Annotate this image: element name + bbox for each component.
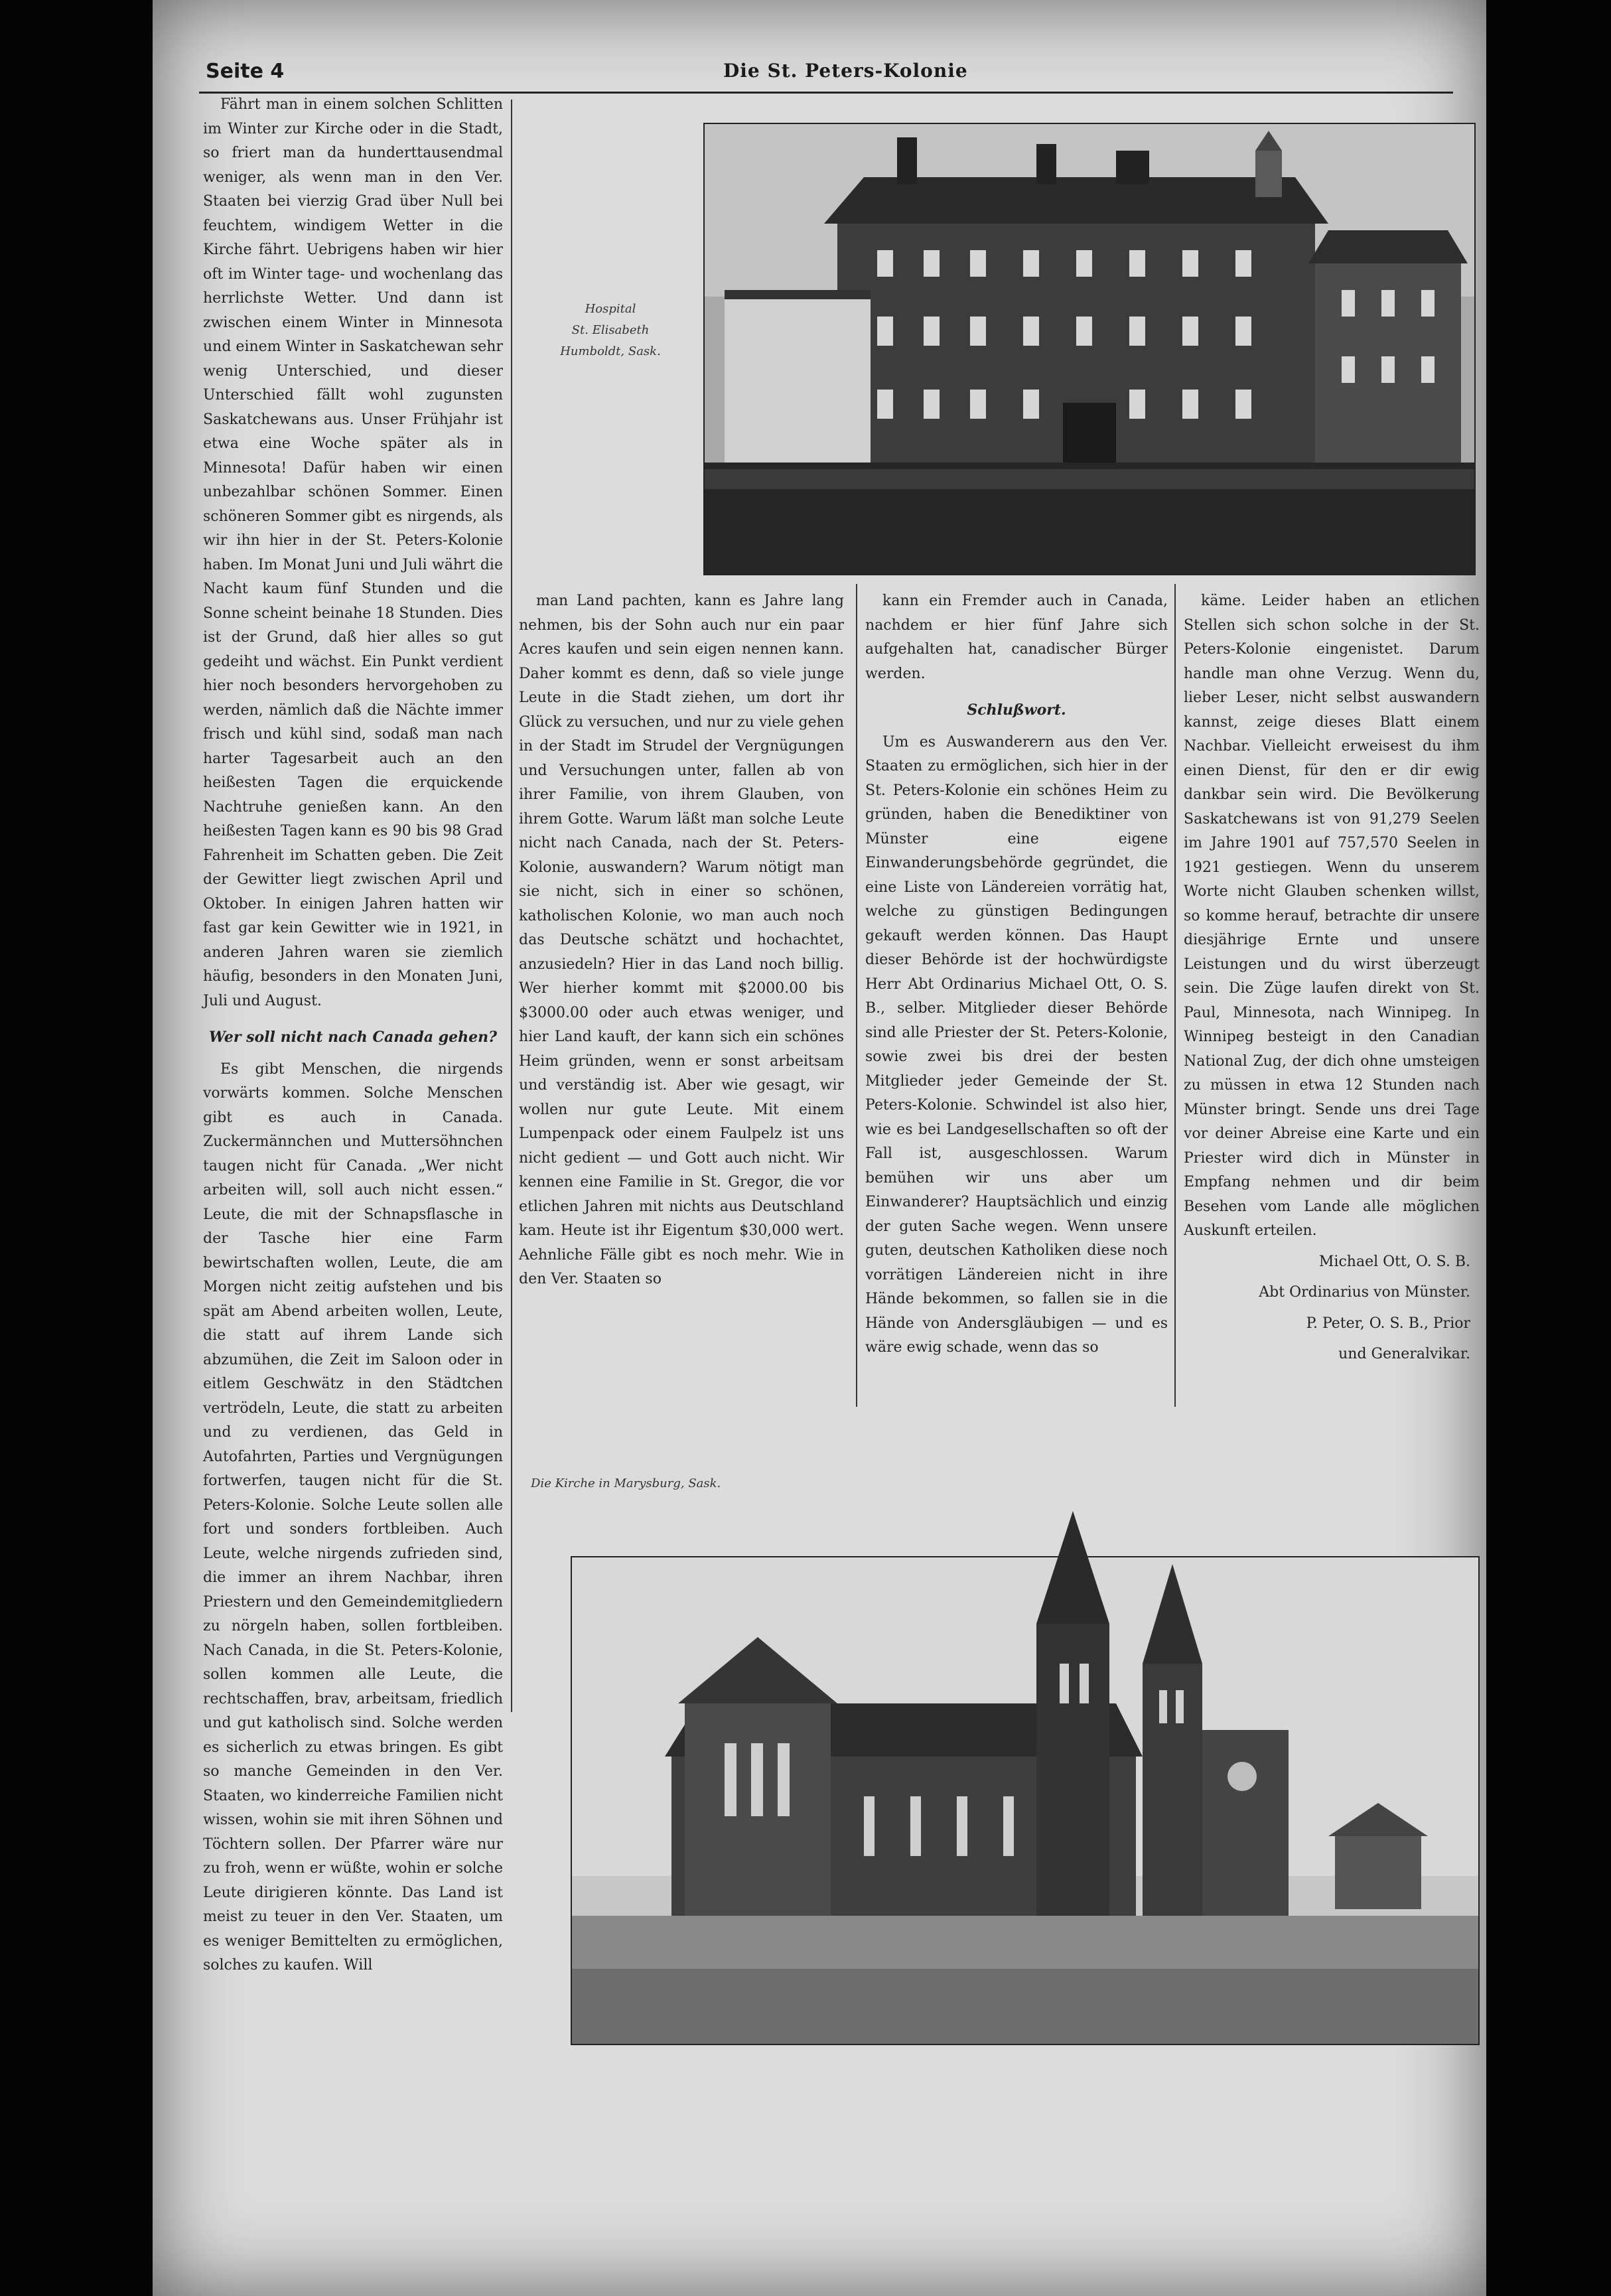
column-rule-2 — [856, 584, 857, 1407]
paragraph: Es gibt Menschen, die nirgends vorwärts kommen. Solche Menschen gibt es auch in Canada. Zuckermännchen und Muttersöhnchen taugen nicht für Canada. „Wer nicht arbeiten will, soll auch nicht essen.“ Leute, die mit der Schnapsflasche in der Tasche hier eine Farm bewirtschaften wollen, Leute, die am Morgen nicht zeitig aufstehen und bis spät am Abend arbeiten wollen, Leute, die statt auf ihrem Lande sich abzumühen, die Zeit im Saloon oder in eitlem Geschwätz in den Städtchen vertrödeln, Leute, die statt zu arbeiten und zu verdienen, das Geld in Autofahrten, Parties und Vergnügungen fortwerfen, taugen nicht für die St. Peters-Kolonie. Solche Leute sollen alle fort und sonders fortbleiben. Auch Leute, welche nirgends zufrieden sind, die immer an ihrem Nachbar, ihren Priestern und den Gemeindemitgliedern zu nörgeln haben, sollen fortbleiben. Nach Canada, in die St. Peters-Kolonie, sollen kommen alle Leute, die rechtschaffen, brav, arbeitsam, friedlich und gut katholisch sind. Solche werden es sicherlich zu etwas bringen. Es gibt so manche Gemeinden in den Ver. Staaten, wo kinderreiche Familien nicht wissen, wohin sie mit ihren Söhnen und Töchtern sollen. Der Pfarrer wäre nur zu froh, wenn er wüßte, wohin er solche Leute dirigieren könnte. Das Land ist meist zu teuer in den Ver. Staaten, um es weniger Bemittelten zu ermöglichen, solches zu kaufen. Will — [203, 1060, 503, 1973]
caption-line: Humboldt, Sask. — [560, 344, 661, 358]
newspaper-page — [159, 40, 1480, 2256]
hospital-photo — [703, 123, 1476, 575]
paragraph: Um es Auswanderern aus den Ver. Staaten zu ermöglichen, sich hier in der St. Peters-Kolonie ein schönes Heim zu gründen, haben die Benediktiner von Münster eine eigene Einwanderungsbehörde gegründet, die eine Liste von Ländereien vorrätig hat, welche zu günstigen Bedingungen gekauft werden können. Das Haupt dieser Behörde ist der hochwürdigste Herr Abt Ordinarius Michael Ott, O. S. B., selber. Mitglieder dieser Behörde sind alle Priester der St. Peters-Kolonie, sowie zwei bis drei der besten Mitglieder jeder Gemeinde der St. Peters-Kolonie. Schwindel ist also hier, wie es bei Landgesellschaften so oft der Fall ist, ausgeschlossen. Warum bemühen wir uns aber um Einwanderer? Hauptsächlich und einzig der guten Sache wegen. Wenn unsere guten, deutschen Katholiken diese noch vorrätigen Ländereien nicht in ihre Hände bekommen, so fallen sie in die Hände von Andersgläubigen — und es wäre ewig schade, wenn das so — [865, 733, 1168, 1356]
paragraph: man Land pachten, kann es Jahre lang nehmen, bis der Sohn auch nur ein paar Acres kaufen und sein eigen nennen kann. Daher kommt es denn, daß so viele junge Leute in die Stadt ziehen, um dort ihr Glück zu versuchen, und nur zu viele gehen in der Stadt im Strudel der Vergnügungen und Versuchungen unter, fallen ab von ihrer Familie, von ihrem Glauben, von ihrem Gotte. Warum läßt man solche Leute nicht nach Canada, nach der St. Peters-Kolonie, auswandern? Warum nötigt man sie nicht, sich in einer so schönen, katholischen Kolonie, wo man auch noch das Deutsche schätzt und hochachtet, anzusiedeln? Hier in das Land noch billig. Wer hierher kommt mit $2000.00 bis $3000.00 oder auch etwas weniger, und hier Land kauft, der kann sich ein schönes Heim gründen, wenn er sonst arbeitsam und verständig ist. Aber wie gesagt, wir wollen nur gute Leute. Mit einem Lumpenpack oder einem Faulpelz ist uns nicht gedient — und Gott auch nicht. Wir kennen eine Familie in St. Gregor, die vor etlichen Jahren mit nichts aus Deutschland kam. Heute ist ihr Eigentum $30,000 wert. Aehnliche Fälle gibt es noch mehr. Wie in den Ver. Staaten so — [519, 593, 844, 1287]
caption-line: St. Elisabeth — [571, 323, 650, 337]
signature-line: Abt Ordinarius von Münster. — [1259, 1284, 1470, 1301]
column-rule-3 — [1174, 584, 1176, 1407]
article-column-3 — [865, 589, 1168, 1405]
article-column-2 — [519, 589, 844, 1405]
page-number: Seite 4 — [206, 60, 285, 83]
hospital-caption — [531, 299, 690, 362]
church-photo — [571, 1556, 1480, 2045]
signature-line: Michael Ott, O. S. B. — [1318, 1253, 1470, 1270]
section-heading: Schlußwort. — [967, 701, 1066, 719]
article-column-1 — [203, 93, 503, 1973]
church-caption: Die Kirche in Marysburg, Sask. — [531, 1476, 721, 1490]
running-title: Die St. Peters-Kolonie — [723, 60, 968, 82]
church-image — [572, 1557, 1478, 2044]
signature-line: P. Peter, O. S. B., Prior — [1306, 1315, 1470, 1332]
section-heading: Wer soll nicht nach Canada gehen? — [208, 1029, 498, 1046]
paragraph: Fährt man in einem solchen Schlitten im Winter zur Kirche oder in die Stadt, so friert man da hunderttausendmal weniger, als wenn man in den Ver. Staaten bei vierzig Grad über Null bei feuchtem, windigem Wetter in die Kirche fährt. Uebrigens haben wir hier oft im Winter tage- und wochenlang das herrlichste Wetter. Und dann ist zwischen einem Winter in Minnesota und einem Winter in Saskatchewan sehr wenig Unterschied, und dieser Unterschied fällt wohl zugunsten Saskatchewans aus. Unser Frühjahr ist etwa eine Woche später als in Minnesota! Dafür haben wir einen unbezahlbar schönen Sommer. Einen schöneren Sommer gibt es nirgends, als wir ihn hier in der St. Peters-Kolonie haben. Im Monat Juni und Juli währt die Nacht kaum fünf Stunden und die Sonne scheint beinahe 18 Stunden. Dies ist der Grund, daß hier alles so gut gedeiht und wächst. Ein Punkt verdient hier noch besonders hervorgehoben zu werden, nämlich daß die Nächte immer frisch und kühl sind, sodaß man nach harter Tagesarbeit auch an den heißesten Tagen die erquickende Nachtruhe genießen kann. An den heißesten Tagen kann es 90 bis 98 Grad Fahrenheit im Schatten geben. Die Zeit der Gewitter liegt zwischen April und Oktober. In einigen Jahren hatten wir fast gar kein Gewitter wie in 1921, in anderen Jahren waren sie ziemlich häufig, besonders in den Monaten Juni, Juli und August. — [203, 96, 503, 1009]
article-column-4 — [1184, 589, 1480, 1419]
caption-line: Hospital — [585, 302, 636, 316]
column-rule-1 — [511, 100, 512, 1712]
signature-line: und Generalvikar. — [1338, 1346, 1470, 1362]
hospital-image — [705, 124, 1474, 574]
paragraph: kann ein Fremder auch in Canada, nachdem er hier fünf Jahre sich aufgehalten hat, canadischer Bürger werden. — [865, 593, 1168, 682]
paragraph: käme. Leider haben an etlichen Stellen sich schon solche in der St. Peters-Kolonie eingenistet. Darum handle man ohne Verzug. Wenn du, lieber Leser, nicht selbst auswandern kannst, zeige dieses Blatt einem Nachbar. Vielleicht erweisest du ihm einen Dienst, für den er dir ewig dankbar sein wird. Die Bevölkerung Saskatchewans ist von 91,279 Seelen im Jahre 1901 auf 757,570 Seelen in 1921 gestiegen. Wenn du unserem Worte nicht Glauben schenken willst, so komme herauf, betrachte dir unsere diesjährige Ernte und unsere Leistungen und du wirst überzeugt sein. Die Züge laufen direkt von St. Paul, Minnesota, nach Winnipeg. In Winnipeg besteigt in den Canadian National Zug, der dich ohne umsteigen zu müssen in etwa 12 Stunden nach Münster bringt. Sende uns drei Tage vor deiner Abreise eine Karte und ein Priester wird dich in Münster in Empfang nehmen und dir beim Besehen vom Lande alle möglichen Auskunft erteilen. — [1184, 593, 1480, 1239]
